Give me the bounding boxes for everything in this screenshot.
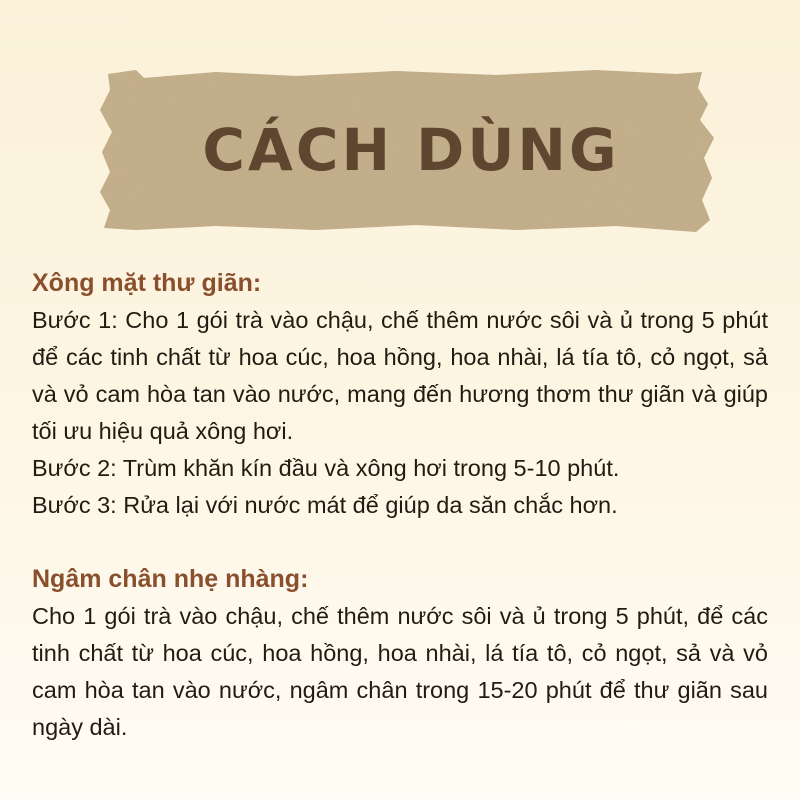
instruction-paragraph: Cho 1 gói trà vào chậu, chế thêm nước sôi và ủ trong 5 phút, để các tinh chất từ hoa cúc, hoa hồng, hoa nhài, lá tía tô, cỏ ngọt, sả và vỏ cam hòa tan vào nước, ngâm chân trong 15-20 phút để thư giãn sau ngày dài. bbox=[32, 603, 768, 740]
section-foot-soak bbox=[32, 561, 768, 746]
step-paragraph: Bước 2: Trùm khăn kín đầu và xông hơi trong 5-10 phút. bbox=[32, 455, 620, 481]
page-title: CÁCH DÙNG bbox=[202, 116, 620, 184]
step-paragraph: Bước 1: Cho 1 gói trà vào chậu, chế thêm nước sôi và ủ trong 5 phút để các tinh chất từ hoa cúc, hoa hồng, hoa nhài, lá tía tô, cỏ ngọt, sả và vỏ cam hòa tan vào nước, mang đến hương thơm thư giãn và giúp tối ưu hiệu quả xông hơi. bbox=[32, 307, 768, 444]
step-paragraph: Bước 3: Rửa lại với nước mát để giúp da săn chắc hơn. bbox=[32, 492, 618, 518]
section-heading: Xông mặt thư giãn: bbox=[32, 269, 262, 297]
section-facial-steam bbox=[32, 265, 768, 524]
section-heading: Ngâm chân nhẹ nhàng: bbox=[32, 565, 309, 593]
usage-instructions bbox=[32, 265, 768, 746]
